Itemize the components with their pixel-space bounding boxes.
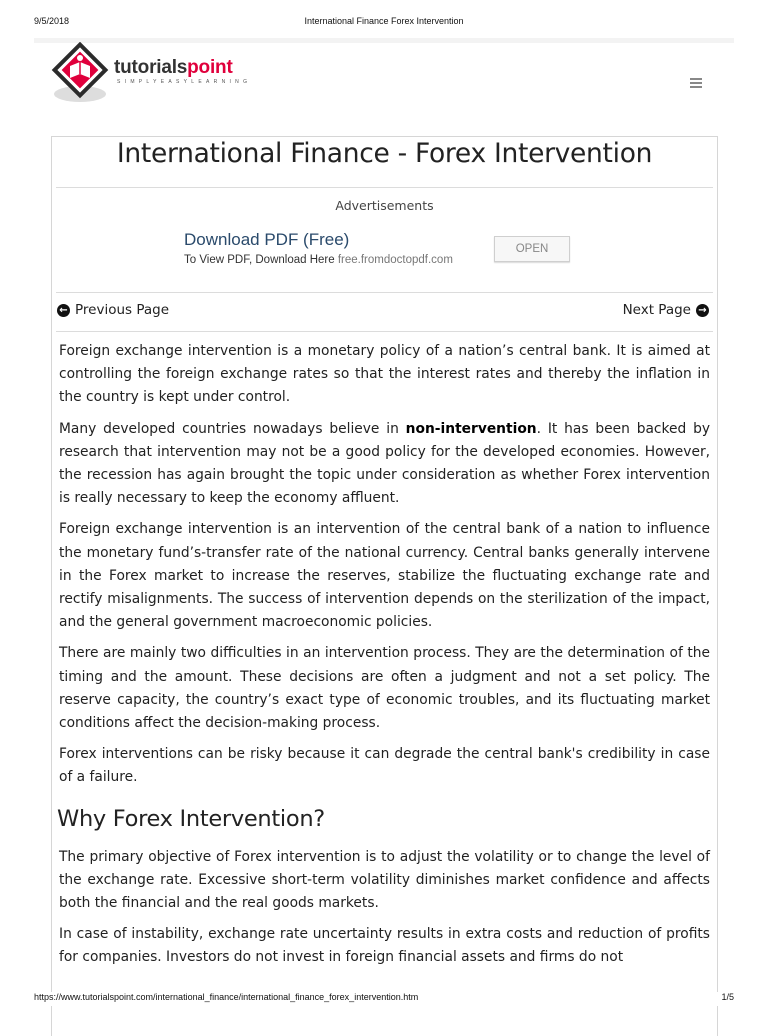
print-header xyxy=(34,16,734,30)
ad-domain: free.fromdoctopdf.com xyxy=(337,254,453,266)
print-footer xyxy=(34,992,734,1006)
p2-text-before: Many developed countries nowadays believe in xyxy=(59,420,406,437)
ad-open-button[interactable]: OPEN xyxy=(494,236,570,262)
circle-arrow-left-icon: ← xyxy=(57,304,70,317)
paragraph-intro: Foreign exchange intervention is a monetary policy of a nation’s central bank. It is aimed at controlling the foreign exchange rates so that the interest rates and thereby the inflation in the country is kept under control. xyxy=(59,343,710,406)
previous-page-label: Previous Page xyxy=(75,302,170,318)
section-heading-why: Why Forex Intervention? xyxy=(57,805,325,832)
paragraph-definition: Foreign exchange intervention is an intervention of the central bank of a nation to influence the monetary fund’s-transfer rate of the national currency. Central banks generally intervene in the Forex market to increase the reserves, stabilize the fluctuating exchange rate and rectify misalignments. The success of intervention depends on the sterilization of the impact, and the general government macroeconomic policies. xyxy=(59,521,710,631)
page-title: International Finance - Forex Intervention xyxy=(116,138,653,169)
next-page-label: Next Page xyxy=(622,302,691,318)
logo-emblem-icon xyxy=(50,42,116,106)
logo-text-point: point xyxy=(187,57,233,78)
article-body xyxy=(59,340,710,978)
paragraph-instability: In case of instability, exchange rate uncertainty results in extra costs and reduction of profits for companies. Investors do not invest in foreign financial assets and firms do not xyxy=(59,926,710,966)
ad-subtitle xyxy=(184,254,453,266)
logo-tagline: SIMPLYEASYLEARNING xyxy=(117,79,252,85)
previous-page-link[interactable] xyxy=(57,302,169,318)
ad-subtitle-text: To View PDF, Download Here xyxy=(184,254,335,266)
print-page-number: 1/5 xyxy=(721,992,734,1002)
print-url: https://www.tutorialspoint.com/international_finance/international_finance_forex_intervention.htm xyxy=(34,992,419,1002)
advertisements-label: Advertisements xyxy=(335,198,434,213)
print-date: 9/5/2018 xyxy=(34,16,70,26)
p2-text-after: . It has been backed by research that intervention may not be a good policy for the developed economies. However, the recession has again brought the topic under consideration as whether Forex intervention is really necessary to keep the economy affluent. xyxy=(59,420,710,507)
ad-divider xyxy=(56,292,713,293)
tutorialspoint-logo[interactable] xyxy=(50,42,290,106)
ad-title-link[interactable]: Download PDF (Free) xyxy=(184,230,350,249)
paragraph-risk: Forex interventions can be risky because it can degrade the central bank's credibility in case of a failure. xyxy=(59,746,710,786)
print-doc-title: International Finance Forex Intervention xyxy=(304,16,464,26)
next-page-link[interactable] xyxy=(623,302,709,318)
circle-arrow-right-icon: → xyxy=(696,304,709,317)
nav-divider xyxy=(56,331,713,332)
logo-text-tutorials: tutorials xyxy=(114,57,188,78)
p2-bold-term: non-intervention xyxy=(405,420,537,437)
hamburger-menu-icon[interactable] xyxy=(690,78,702,89)
paragraph-difficulties: There are mainly two difficulties in an intervention process. They are the determination of the timing and the amount. These decisions are often a judgment and not a set policy. The reserve capacity, the country’s exact type of economic troubles, and its fluctuating market conditions affect the decision-making process. xyxy=(59,645,710,732)
paragraph-non-intervention xyxy=(59,418,710,511)
logo-wordmark xyxy=(114,57,233,79)
paragraph-objective: The primary objective of Forex intervention is to adjust the volatility or to change the level of the exchange rate. Excessive short-term volatility diminishes market confidence and affects both the financial and the real goods markets. xyxy=(59,848,710,912)
title-divider xyxy=(56,187,713,188)
